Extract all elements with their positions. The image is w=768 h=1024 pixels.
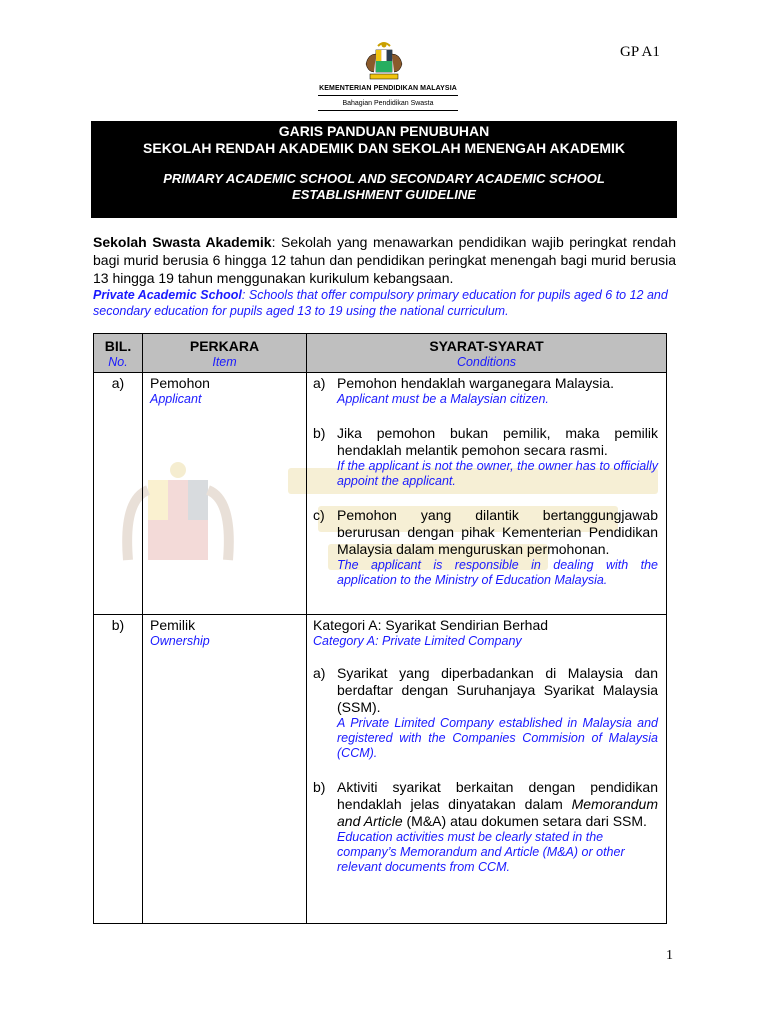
condition-ms-italic: Memorandum and Article bbox=[337, 796, 658, 829]
table-header-row bbox=[94, 334, 667, 373]
header-item-en: Item bbox=[212, 355, 237, 369]
condition-en: If the applicant is not the owner, the owner has to officially appoint the applicant. bbox=[337, 459, 658, 488]
item-cell bbox=[143, 373, 307, 615]
condition-item bbox=[313, 375, 658, 407]
row-number: b) bbox=[94, 615, 143, 924]
definition-section bbox=[93, 233, 676, 319]
category-ms: Kategori A: Syarikat Sendirian Berhad bbox=[313, 617, 549, 633]
title-en-line-1: PRIMARY ACADEMIC SCHOOL AND SECONDARY ACADEMIC SCHOOL bbox=[163, 171, 605, 186]
title-en-line-2: ESTABLISHMENT GUIDELINE bbox=[292, 187, 476, 202]
header-conditions-en: Conditions bbox=[456, 355, 517, 369]
category-en: Category A: Private Limited Company bbox=[313, 634, 522, 648]
condition-en: Applicant must be a Malaysian citizen. bbox=[337, 392, 549, 406]
definition-ms bbox=[93, 233, 676, 287]
condition-en: The applicant is responsible in dealing with the application to the Ministry of Education Malaysia. bbox=[337, 558, 658, 587]
condition-ms-part: Aktiviti syarikat berkaitan dengan pendidikan hendaklah jelas dinyatakan dalam bbox=[337, 779, 658, 812]
title-banner bbox=[91, 121, 677, 218]
condition-letter: a) bbox=[313, 375, 326, 391]
item-cell bbox=[143, 615, 307, 924]
item-ms: Pemilik bbox=[150, 617, 196, 633]
coat-of-arms-logo bbox=[360, 40, 408, 84]
condition-en: A Private Limited Company established in Malaysia and registered with the Companies Commision of Malaysia (CCM). bbox=[337, 716, 658, 760]
ministry-header bbox=[318, 85, 458, 111]
term-ms: Sekolah Swasta Akademik bbox=[93, 234, 272, 250]
definition-ms-text: : Sekolah yang menawarkan pendidikan wajib peringkat rendah bagi murid berusia 6 hingga 12 tahun dan pendidikan peringkat menengah bagi murid berusia 13 hingga 19 tahun menggunakan kurikulum kebangsaan. bbox=[93, 234, 676, 286]
condition-en: Education activities must be clearly stated in the company’s Memorandum and Article (M&A) or other relevant documents from CCM. bbox=[337, 830, 625, 874]
row-number: a) bbox=[94, 373, 143, 615]
table-row bbox=[94, 373, 667, 615]
term-en: Private Academic School bbox=[93, 288, 242, 302]
document-code: GP A1 bbox=[620, 44, 660, 60]
conditions-cell bbox=[307, 373, 667, 615]
header-cell-item bbox=[143, 334, 307, 373]
ministry-name: KEMENTERIAN PENDIDIKAN MALAYSIA bbox=[318, 85, 458, 96]
condition-item bbox=[313, 665, 658, 761]
header-no-en: No. bbox=[108, 355, 128, 369]
title-ms-line-1: GARIS PANDUAN PENUBUHAN bbox=[278, 123, 490, 139]
header-conditions-ms: SYARAT-SYARAT bbox=[429, 338, 544, 354]
title-ms-line-2: SEKOLAH RENDAH AKADEMIK DAN SEKOLAH MENENGAH AKADEMIK bbox=[143, 140, 625, 156]
condition-item bbox=[313, 779, 658, 875]
condition-ms bbox=[337, 779, 658, 830]
header-item-ms: PERKARA bbox=[189, 338, 260, 354]
division-name: Bahagian Pendidikan Swasta bbox=[318, 100, 458, 111]
condition-letter: c) bbox=[313, 507, 325, 523]
condition-letter: b) bbox=[313, 425, 326, 441]
page-number: 1 bbox=[666, 948, 673, 963]
item-en: Applicant bbox=[150, 392, 202, 406]
definition-en bbox=[93, 287, 676, 319]
definition-en-text: : Schools that offer compulsory primary education for pupils aged 6 to 12 and secondary education for pupils aged 13 to 19 using the national curriculum. bbox=[93, 288, 668, 318]
condition-ms-part: (M&A) atau dokumen setara dari SSM. bbox=[402, 813, 647, 829]
condition-item bbox=[313, 507, 658, 588]
item-en: Ownership bbox=[150, 634, 210, 648]
header-cell-no bbox=[94, 334, 143, 373]
condition-letter: b) bbox=[313, 779, 326, 795]
item-ms: Pemohon bbox=[150, 375, 210, 391]
condition-ms: Pemohon yang dilantik bertanggungjawab berurusan dengan pihak Kementerian Pendidikan Malaysia dalam menguruskan permohonan. bbox=[337, 507, 658, 557]
condition-ms: Syarikat yang diperbadankan di Malaysia dan berdaftar dengan Suruhanjaya Syarikat Malaysia (SSM). bbox=[337, 665, 658, 715]
header-cell-conditions bbox=[307, 334, 667, 373]
conditions-cell bbox=[307, 615, 667, 924]
table-row bbox=[94, 615, 667, 924]
condition-ms: Pemohon hendaklah warganegara Malaysia. bbox=[337, 375, 615, 391]
condition-item bbox=[313, 425, 658, 489]
header-no-ms: BIL. bbox=[104, 338, 132, 354]
condition-ms: Jika pemohon bukan pemilik, maka pemilik hendaklah melantik pemohon secara rasmi. bbox=[337, 425, 658, 458]
requirements-table bbox=[93, 333, 667, 924]
condition-letter: a) bbox=[313, 665, 326, 681]
